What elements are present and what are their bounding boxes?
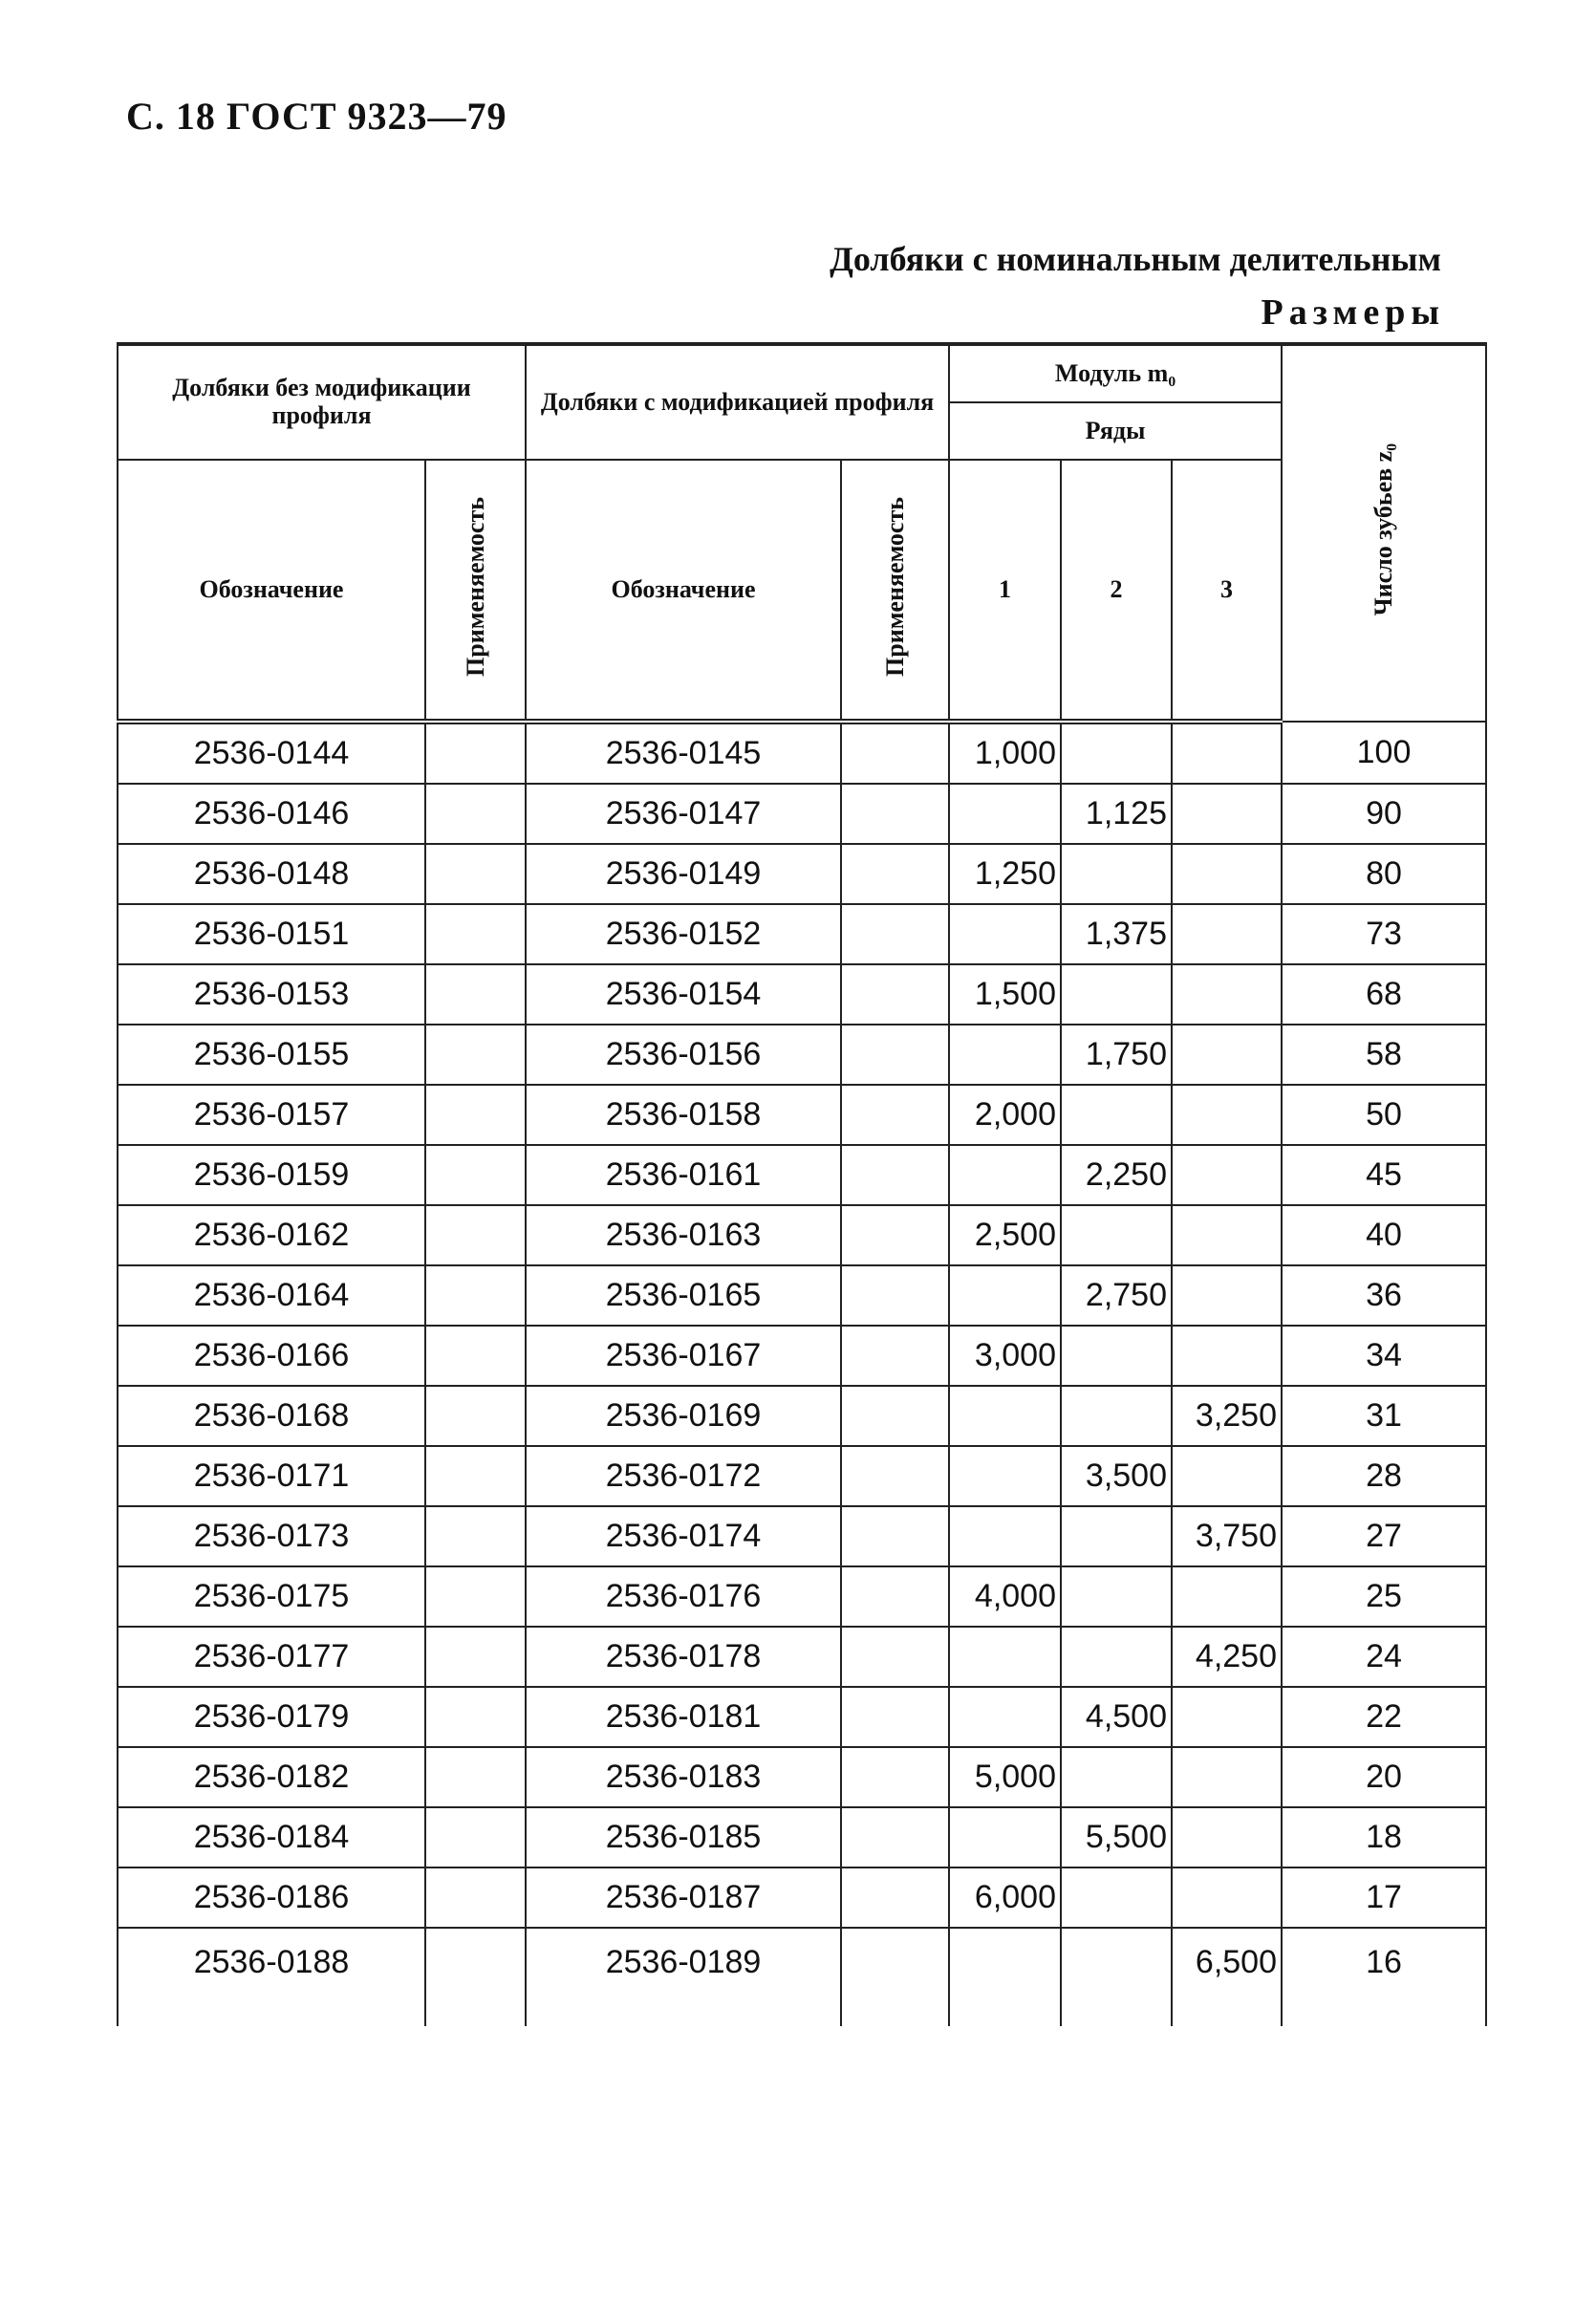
designation-with-mod-cell: 2536-0156 bbox=[526, 1025, 841, 1085]
designation-without-mod-cell: 2536-0157 bbox=[118, 1085, 425, 1145]
table-row bbox=[118, 1025, 1486, 1085]
designation-with-mod-cell: 2536-0149 bbox=[526, 844, 841, 904]
teeth-count-cell: 20 bbox=[1282, 1747, 1486, 1807]
designation-without-mod-cell: 2536-0188 bbox=[118, 1928, 425, 2026]
applicability-without-mod-cell bbox=[425, 1747, 526, 1807]
teeth-count-cell: 34 bbox=[1282, 1326, 1486, 1386]
designation-with-mod-cell: 2536-0152 bbox=[526, 904, 841, 964]
table-body bbox=[118, 722, 1486, 2026]
module-row-2-cell bbox=[1061, 1627, 1172, 1687]
designation-with-mod-cell: 2536-0174 bbox=[526, 1506, 841, 1566]
module-row-3-cell bbox=[1172, 1085, 1282, 1145]
module-row-1-cell: 4,000 bbox=[949, 1566, 1061, 1627]
table-row bbox=[118, 1928, 1486, 2026]
applicability-with-mod-cell bbox=[841, 1807, 949, 1867]
module-row-2-cell: 4,500 bbox=[1061, 1687, 1172, 1747]
applicability-without-mod-cell bbox=[425, 904, 526, 964]
teeth-count-cell: 31 bbox=[1282, 1386, 1486, 1446]
module-row-1-cell bbox=[949, 1687, 1061, 1747]
applicability-without-mod-cell bbox=[425, 1446, 526, 1506]
module-row-2-cell bbox=[1061, 844, 1172, 904]
applicability-without-mod-cell bbox=[425, 1265, 526, 1326]
module-row-3-cell bbox=[1172, 1326, 1282, 1386]
teeth-count-cell: 18 bbox=[1282, 1807, 1486, 1867]
designation-with-mod-cell: 2536-0185 bbox=[526, 1807, 841, 1867]
teeth-count-cell: 25 bbox=[1282, 1566, 1486, 1627]
applicability-without-mod-cell bbox=[425, 1627, 526, 1687]
applicability-with-mod-cell bbox=[841, 1867, 949, 1928]
designation-with-mod-cell: 2536-0158 bbox=[526, 1085, 841, 1145]
module-row-2-cell bbox=[1061, 1326, 1172, 1386]
applicability-with-mod-cell bbox=[841, 1085, 949, 1145]
header-row-1: 1 bbox=[949, 460, 1061, 722]
teeth-count-cell: 27 bbox=[1282, 1506, 1486, 1566]
teeth-count-cell: 24 bbox=[1282, 1627, 1486, 1687]
applicability-without-mod-cell bbox=[425, 1807, 526, 1867]
applicability-without-mod-cell bbox=[425, 1326, 526, 1386]
module-row-2-cell bbox=[1061, 1085, 1172, 1145]
module-row-1-cell bbox=[949, 784, 1061, 844]
table-row bbox=[118, 1747, 1486, 1807]
page-header: С. 18 ГОСТ 9323—79 bbox=[126, 95, 507, 138]
teeth-count-cell: 40 bbox=[1282, 1205, 1486, 1265]
header-teeth-count-label: Число зубьев z₀ bbox=[1370, 443, 1398, 616]
teeth-count-cell: 36 bbox=[1282, 1265, 1486, 1326]
applicability-with-mod-cell bbox=[841, 964, 949, 1025]
teeth-count-cell: 28 bbox=[1282, 1446, 1486, 1506]
teeth-count-cell: 80 bbox=[1282, 844, 1486, 904]
header-applicability-2-label: Применяемость bbox=[880, 496, 909, 677]
module-row-3-cell: 6,500 bbox=[1172, 1928, 1282, 2026]
module-row-3-cell bbox=[1172, 1747, 1282, 1807]
designation-with-mod-cell: 2536-0161 bbox=[526, 1145, 841, 1205]
applicability-without-mod-cell bbox=[425, 784, 526, 844]
applicability-with-mod-cell bbox=[841, 784, 949, 844]
applicability-without-mod-cell bbox=[425, 1386, 526, 1446]
designation-without-mod-cell: 2536-0177 bbox=[118, 1627, 425, 1687]
header-row-3: 3 bbox=[1172, 460, 1282, 722]
applicability-without-mod-cell bbox=[425, 1928, 526, 2026]
designation-with-mod-cell: 2536-0163 bbox=[526, 1205, 841, 1265]
table-row bbox=[118, 964, 1486, 1025]
applicability-with-mod-cell bbox=[841, 1687, 949, 1747]
module-row-3-cell: 4,250 bbox=[1172, 1627, 1282, 1687]
applicability-without-mod-cell bbox=[425, 1867, 526, 1928]
designation-with-mod-cell: 2536-0187 bbox=[526, 1867, 841, 1928]
applicability-with-mod-cell bbox=[841, 1446, 949, 1506]
designation-without-mod-cell: 2536-0182 bbox=[118, 1747, 425, 1807]
designation-with-mod-cell: 2536-0181 bbox=[526, 1687, 841, 1747]
module-row-1-cell bbox=[949, 1506, 1061, 1566]
module-row-3-cell bbox=[1172, 1867, 1282, 1928]
table-row bbox=[118, 1627, 1486, 1687]
applicability-without-mod-cell bbox=[425, 722, 526, 784]
module-row-2-cell bbox=[1061, 1747, 1172, 1807]
table-row bbox=[118, 1506, 1486, 1566]
header-module: Модуль m₀ bbox=[949, 344, 1282, 402]
module-row-3-cell: 3,750 bbox=[1172, 1506, 1282, 1566]
table-row bbox=[118, 1867, 1486, 1928]
table-row bbox=[118, 784, 1486, 844]
designation-without-mod-cell: 2536-0162 bbox=[118, 1205, 425, 1265]
document-title: Долбяки с номинальным делительным bbox=[830, 240, 1441, 278]
module-row-2-cell bbox=[1061, 964, 1172, 1025]
designation-without-mod-cell: 2536-0171 bbox=[118, 1446, 425, 1506]
designation-with-mod-cell: 2536-0154 bbox=[526, 964, 841, 1025]
designation-with-mod-cell: 2536-0178 bbox=[526, 1627, 841, 1687]
table-row bbox=[118, 1145, 1486, 1205]
teeth-count-cell: 100 bbox=[1282, 722, 1486, 784]
table-header bbox=[118, 344, 1486, 722]
table-row bbox=[118, 1326, 1486, 1386]
designation-without-mod-cell: 2536-0155 bbox=[118, 1025, 425, 1085]
teeth-count-cell: 58 bbox=[1282, 1025, 1486, 1085]
designation-without-mod-cell: 2536-0159 bbox=[118, 1145, 425, 1205]
module-row-1-cell: 1,000 bbox=[949, 722, 1061, 784]
designation-with-mod-cell: 2536-0165 bbox=[526, 1265, 841, 1326]
table-row bbox=[118, 904, 1486, 964]
module-row-1-cell: 1,500 bbox=[949, 964, 1061, 1025]
header-without-modification: Долбяки без модификации профиля bbox=[118, 344, 526, 460]
module-row-1-cell bbox=[949, 1928, 1061, 2026]
module-row-2-cell bbox=[1061, 1205, 1172, 1265]
designation-without-mod-cell: 2536-0186 bbox=[118, 1867, 425, 1928]
module-row-3-cell bbox=[1172, 1205, 1282, 1265]
teeth-count-cell: 22 bbox=[1282, 1687, 1486, 1747]
module-row-2-cell bbox=[1061, 722, 1172, 784]
module-row-1-cell: 2,500 bbox=[949, 1205, 1061, 1265]
applicability-without-mod-cell bbox=[425, 1566, 526, 1627]
header-designation-1: Обозначение bbox=[118, 460, 425, 722]
module-row-1-cell bbox=[949, 1446, 1061, 1506]
designation-without-mod-cell: 2536-0173 bbox=[118, 1506, 425, 1566]
designation-with-mod-cell: 2536-0167 bbox=[526, 1326, 841, 1386]
designation-with-mod-cell: 2536-0183 bbox=[526, 1747, 841, 1807]
module-row-2-cell: 2,750 bbox=[1061, 1265, 1172, 1326]
teeth-count-cell: 16 bbox=[1282, 1928, 1486, 2026]
applicability-without-mod-cell bbox=[425, 964, 526, 1025]
table-row bbox=[118, 1687, 1486, 1747]
designation-without-mod-cell: 2536-0166 bbox=[118, 1326, 425, 1386]
module-row-3-cell bbox=[1172, 1025, 1282, 1085]
module-row-2-cell bbox=[1061, 1867, 1172, 1928]
applicability-with-mod-cell bbox=[841, 1747, 949, 1807]
module-row-3-cell bbox=[1172, 1265, 1282, 1326]
designation-without-mod-cell: 2536-0146 bbox=[118, 784, 425, 844]
module-row-2-cell bbox=[1061, 1928, 1172, 2026]
document-subtitle: Размеры bbox=[1261, 292, 1445, 333]
applicability-with-mod-cell bbox=[841, 1145, 949, 1205]
designation-with-mod-cell: 2536-0169 bbox=[526, 1386, 841, 1446]
table-row bbox=[118, 1205, 1486, 1265]
applicability-with-mod-cell bbox=[841, 1025, 949, 1085]
designation-with-mod-cell: 2536-0189 bbox=[526, 1928, 841, 2026]
module-row-3-cell bbox=[1172, 784, 1282, 844]
applicability-with-mod-cell bbox=[841, 1386, 949, 1446]
designation-without-mod-cell: 2536-0164 bbox=[118, 1265, 425, 1326]
applicability-with-mod-cell bbox=[841, 1326, 949, 1386]
module-row-2-cell: 1,375 bbox=[1061, 904, 1172, 964]
applicability-with-mod-cell bbox=[841, 904, 949, 964]
designation-without-mod-cell: 2536-0153 bbox=[118, 964, 425, 1025]
table-row bbox=[118, 1566, 1486, 1627]
module-row-1-cell: 6,000 bbox=[949, 1867, 1061, 1928]
header-applicability-1 bbox=[425, 460, 526, 722]
designation-without-mod-cell: 2536-0175 bbox=[118, 1566, 425, 1627]
module-row-2-cell bbox=[1061, 1386, 1172, 1446]
teeth-count-cell: 68 bbox=[1282, 964, 1486, 1025]
module-row-2-cell bbox=[1061, 1566, 1172, 1627]
header-applicability-1-label: Применяемость bbox=[461, 496, 489, 677]
designation-without-mod-cell: 2536-0184 bbox=[118, 1807, 425, 1867]
teeth-count-cell: 73 bbox=[1282, 904, 1486, 964]
module-row-3-cell bbox=[1172, 904, 1282, 964]
table-row bbox=[118, 1807, 1486, 1867]
module-row-2-cell: 1,750 bbox=[1061, 1025, 1172, 1085]
module-row-1-cell bbox=[949, 1265, 1061, 1326]
module-row-2-cell bbox=[1061, 1506, 1172, 1566]
applicability-with-mod-cell bbox=[841, 1205, 949, 1265]
module-row-1-cell: 1,250 bbox=[949, 844, 1061, 904]
teeth-count-cell: 50 bbox=[1282, 1085, 1486, 1145]
module-row-1-cell bbox=[949, 904, 1061, 964]
designation-without-mod-cell: 2536-0144 bbox=[118, 722, 425, 784]
applicability-with-mod-cell bbox=[841, 1265, 949, 1326]
applicability-without-mod-cell bbox=[425, 844, 526, 904]
table-row bbox=[118, 1265, 1486, 1326]
module-row-2-cell: 1,125 bbox=[1061, 784, 1172, 844]
designation-without-mod-cell: 2536-0151 bbox=[118, 904, 425, 964]
designation-without-mod-cell: 2536-0168 bbox=[118, 1386, 425, 1446]
header-designation-2: Обозначение bbox=[526, 460, 841, 722]
module-row-2-cell: 2,250 bbox=[1061, 1145, 1172, 1205]
applicability-without-mod-cell bbox=[425, 1145, 526, 1205]
module-row-3-cell: 3,250 bbox=[1172, 1386, 1282, 1446]
applicability-without-mod-cell bbox=[425, 1025, 526, 1085]
header-applicability-2 bbox=[841, 460, 949, 722]
module-row-1-cell bbox=[949, 1145, 1061, 1205]
module-row-3-cell bbox=[1172, 722, 1282, 784]
applicability-with-mod-cell bbox=[841, 844, 949, 904]
applicability-with-mod-cell bbox=[841, 1566, 949, 1627]
applicability-with-mod-cell bbox=[841, 1627, 949, 1687]
teeth-count-cell: 45 bbox=[1282, 1145, 1486, 1205]
applicability-with-mod-cell bbox=[841, 722, 949, 784]
designation-without-mod-cell: 2536-0179 bbox=[118, 1687, 425, 1747]
table-row bbox=[118, 1446, 1486, 1506]
designation-with-mod-cell: 2536-0176 bbox=[526, 1566, 841, 1627]
module-row-1-cell bbox=[949, 1627, 1061, 1687]
module-row-3-cell bbox=[1172, 1446, 1282, 1506]
module-row-3-cell bbox=[1172, 964, 1282, 1025]
applicability-without-mod-cell bbox=[425, 1687, 526, 1747]
module-row-1-cell bbox=[949, 1025, 1061, 1085]
module-row-1-cell: 2,000 bbox=[949, 1085, 1061, 1145]
table-row bbox=[118, 722, 1486, 784]
applicability-with-mod-cell bbox=[841, 1506, 949, 1566]
applicability-with-mod-cell bbox=[841, 1928, 949, 2026]
header-rows: Ряды bbox=[949, 402, 1282, 460]
module-row-3-cell bbox=[1172, 1687, 1282, 1747]
module-row-3-cell bbox=[1172, 1566, 1282, 1627]
module-row-1-cell bbox=[949, 1386, 1061, 1446]
module-row-1-cell bbox=[949, 1807, 1061, 1867]
module-row-3-cell bbox=[1172, 1145, 1282, 1205]
applicability-without-mod-cell bbox=[425, 1506, 526, 1566]
module-row-1-cell: 3,000 bbox=[949, 1326, 1061, 1386]
module-row-3-cell bbox=[1172, 1807, 1282, 1867]
designation-without-mod-cell: 2536-0148 bbox=[118, 844, 425, 904]
table-row bbox=[118, 1386, 1486, 1446]
header-teeth-count bbox=[1282, 344, 1486, 722]
applicability-without-mod-cell bbox=[425, 1205, 526, 1265]
designation-with-mod-cell: 2536-0147 bbox=[526, 784, 841, 844]
applicability-without-mod-cell bbox=[425, 1085, 526, 1145]
specification-table bbox=[117, 342, 1487, 2026]
header-with-modification: Долбяки с модификацией профиля bbox=[526, 344, 949, 460]
module-row-2-cell: 5,500 bbox=[1061, 1807, 1172, 1867]
header-row-2: 2 bbox=[1061, 460, 1172, 722]
designation-with-mod-cell: 2536-0172 bbox=[526, 1446, 841, 1506]
table-row bbox=[118, 1085, 1486, 1145]
teeth-count-cell: 17 bbox=[1282, 1867, 1486, 1928]
teeth-count-cell: 90 bbox=[1282, 784, 1486, 844]
table-row bbox=[118, 844, 1486, 904]
designation-with-mod-cell: 2536-0145 bbox=[526, 722, 841, 784]
module-row-3-cell bbox=[1172, 844, 1282, 904]
module-row-2-cell: 3,500 bbox=[1061, 1446, 1172, 1506]
module-row-1-cell: 5,000 bbox=[949, 1747, 1061, 1807]
